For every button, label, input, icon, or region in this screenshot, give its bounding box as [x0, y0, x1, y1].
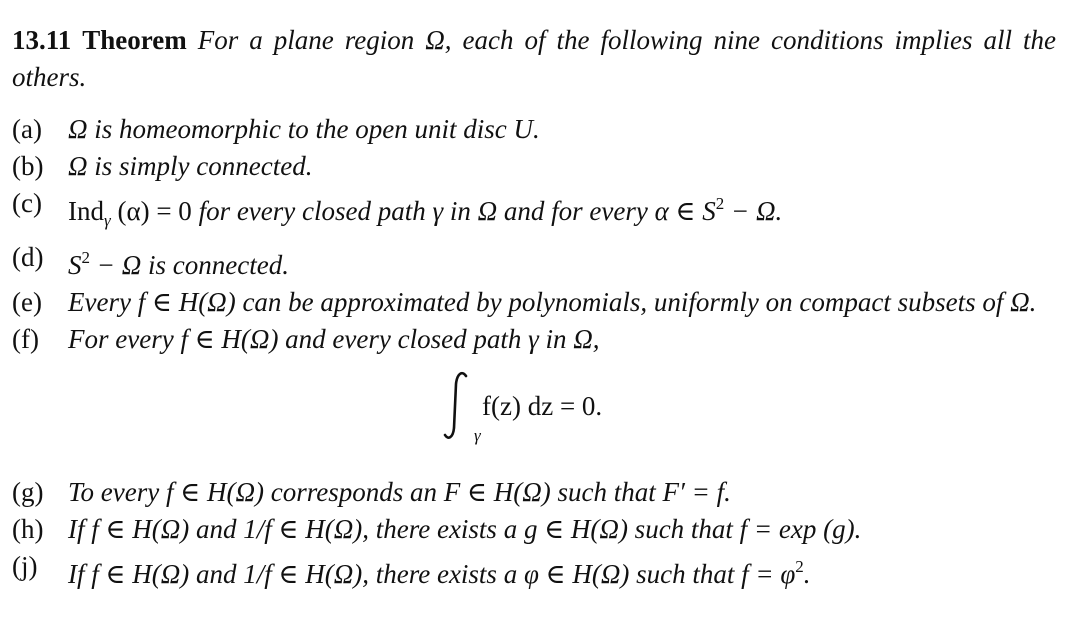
condition-text: If f ∈ H(Ω) and 1/f ∈ H(Ω), there exists a g ∈ H(Ω) such that f = exp (g). — [68, 514, 862, 544]
sphere-symbol: S — [702, 196, 716, 226]
integral-equation — [12, 366, 1056, 452]
phi-exponent: 2 — [795, 557, 804, 576]
integrand: f(z) dz = 0. — [482, 391, 603, 421]
condition-label: (d) — [12, 242, 44, 272]
index-subscript: γ — [104, 211, 111, 230]
condition-d-tail: − Ω is connected. — [90, 250, 289, 280]
theorem-statement — [12, 22, 1056, 96]
condition-g — [12, 474, 1056, 511]
theorem-number: 13.11 — [12, 25, 72, 55]
condition-label: (h) — [12, 514, 44, 544]
condition-text: Ω is homeomorphic to the open unit disc U. — [68, 114, 540, 144]
theorem-text: For a plane region Ω, each of the following nine conditions implies all the others. — [12, 25, 1057, 92]
condition-label: (b) — [12, 151, 44, 181]
condition-label: (c) — [12, 188, 42, 218]
condition-text: For every f ∈ H(Ω) and every closed path γ in Ω, — [68, 324, 600, 354]
condition-text — [68, 548, 1056, 593]
index-argument: (α) = 0 — [117, 196, 192, 226]
condition-j-body: If f ∈ H(Ω) and 1/f ∈ H(Ω), there exists a φ ∈ H(Ω) such that f = φ — [68, 559, 796, 589]
integral-sign-icon — [442, 370, 472, 442]
condition-label: (g) — [12, 477, 44, 507]
condition-h — [12, 511, 1056, 548]
condition-a — [12, 111, 1056, 148]
contour-integral — [442, 366, 702, 452]
condition-d — [12, 239, 1056, 284]
condition-f — [12, 321, 1056, 358]
condition-text: To every f ∈ H(Ω) corresponds an F ∈ H(Ω) such that F′ = f. — [68, 477, 731, 507]
condition-b — [12, 148, 1056, 185]
condition-label: (a) — [12, 114, 42, 144]
page — [12, 22, 1056, 593]
condition-text: Ω is simply connected. — [68, 151, 313, 181]
conditions-list — [12, 111, 1056, 593]
sphere-exponent: 2 — [715, 194, 725, 213]
condition-e — [12, 284, 1056, 321]
index-operator: Ind — [68, 196, 104, 226]
condition-j-tail: . — [803, 559, 811, 589]
condition-label: (e) — [12, 287, 42, 317]
condition-text — [68, 185, 1056, 239]
sphere-exponent: 2 — [81, 248, 90, 267]
condition-text — [68, 239, 1056, 284]
theorem-kind: Theorem — [82, 25, 187, 55]
condition-text: Every f ∈ H(Ω) can be approximated by polynomials, uniformly on compact subsets of Ω. — [68, 287, 1037, 317]
condition-c — [12, 185, 1056, 239]
condition-label: (j) — [12, 551, 38, 581]
condition-c-rest: for every closed path γ in Ω and for every α ∈ — [191, 196, 703, 226]
integral-lower-limit: γ — [474, 426, 481, 445]
sphere-symbol: S — [68, 250, 82, 280]
condition-c-tail: − Ω. — [724, 196, 783, 226]
condition-label: (f) — [12, 324, 39, 354]
condition-j — [12, 548, 1056, 593]
